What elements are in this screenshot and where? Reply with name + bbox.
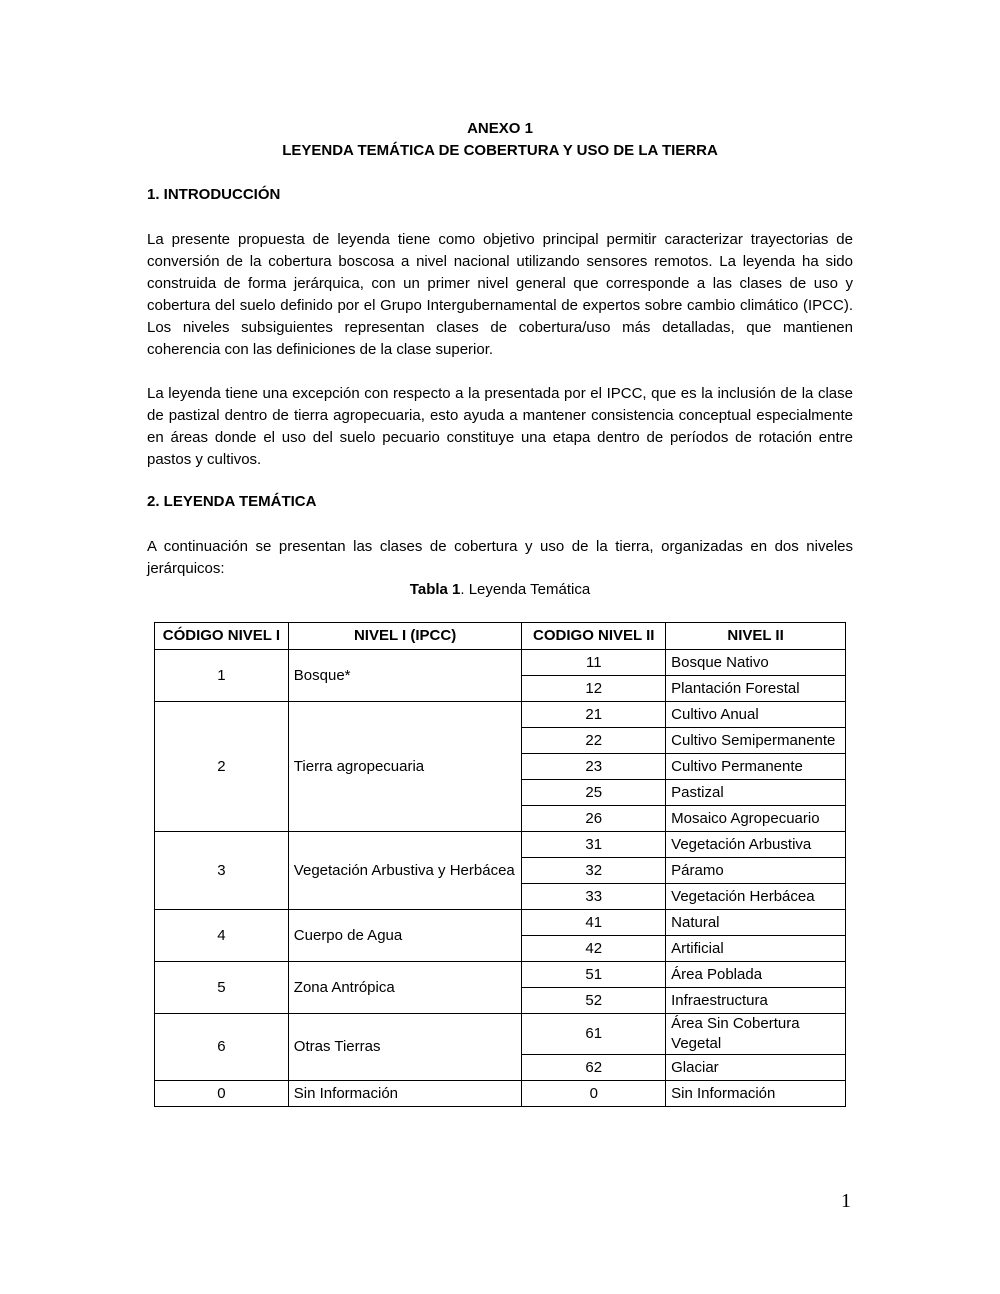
legend-table: [154, 622, 846, 1107]
level2-code: 22: [522, 728, 666, 754]
level2-code: 11: [522, 650, 666, 676]
level1-code: 5: [155, 962, 289, 1014]
level2-code: 26: [522, 806, 666, 832]
table-caption-text: . Leyenda Temática: [460, 581, 591, 598]
level2-name: Páramo: [666, 858, 846, 884]
table-row: [155, 910, 846, 936]
level1-code: 1: [155, 650, 289, 702]
level1-code: 2: [155, 702, 289, 832]
level2-code: 52: [522, 988, 666, 1014]
intro-paragraph-2: La leyenda tiene una excepción con respecto a la presentada por el IPCC, que es la inclusión de la clase de pastizal dentro de tierra agropecuaria, esto ayuda a mantener consistencia conceptual especialmente en áreas donde el uso del suelo pecuario constituye una etapa dentro de períodos de rotación entre pastos y cultivos.: [147, 385, 853, 468]
table-row: [155, 702, 846, 728]
level1-name: Cuerpo de Agua: [288, 910, 522, 962]
table-row: [155, 832, 846, 858]
leyenda-paragraph: A continuación se presentan las clases de cobertura y uso de la tierra, organizadas en dos niveles jerárquicos:: [147, 538, 853, 577]
level1-code: 3: [155, 832, 289, 910]
level1-code: 4: [155, 910, 289, 962]
annex-label: ANEXO 1: [467, 120, 533, 137]
level1-name: Otras Tierras: [288, 1014, 522, 1081]
header-codigo-nivel-1: CÓDIGO NIVEL I: [155, 623, 289, 650]
level2-code: 61: [522, 1014, 666, 1055]
level2-code: 41: [522, 910, 666, 936]
level2-name: Artificial: [666, 936, 846, 962]
table-caption-label: Tabla 1: [409, 581, 461, 598]
table-header-row: [155, 623, 846, 650]
level2-name: Cultivo Semipermanente: [666, 728, 846, 754]
level2-code: 0: [522, 1081, 666, 1107]
table-row: [155, 1014, 846, 1055]
level2-name: Mosaico Agropecuario: [666, 806, 846, 832]
table-caption: [0, 581, 1000, 598]
level2-name: Vegetación Arbustiva: [666, 832, 846, 858]
level1-name: Vegetación Arbustiva y Herbácea: [288, 832, 522, 910]
intro-paragraph-1: La presente propuesta de leyenda tiene como objetivo principal permitir caracterizar trayectorias de conversión de la cobertura boscosa a nivel nacional utilizando sensores remotos. La leyenda ha sido construida de forma jerárquica, con un primer nivel general que corresponde a las clases de uso y cobertura del suelo definido por el Grupo Intergubernamental de expertos sobre cambio climático (IPCC). Los niveles subsiguientes representan clases de cobertura/uso más detalladas, que mantienen coherencia con las definiciones de la clase superior.: [147, 231, 853, 358]
level2-code: 31: [522, 832, 666, 858]
level2-code: 12: [522, 676, 666, 702]
level1-name: Zona Antrópica: [288, 962, 522, 1014]
document-title: LEYENDA TEMÁTICA DE COBERTURA Y USO DE LA TIERRA: [282, 142, 718, 159]
level2-name: Área Sin Cobertura Vegetal: [666, 1014, 846, 1055]
level2-name: Vegetación Herbácea: [666, 884, 846, 910]
level2-name: Bosque Nativo: [666, 650, 846, 676]
table-row: [155, 650, 846, 676]
level1-code: 0: [155, 1081, 289, 1107]
level2-name: Glaciar: [666, 1055, 846, 1081]
level1-name: Sin Información: [288, 1081, 522, 1107]
level1-code: 6: [155, 1014, 289, 1081]
level2-name: Sin Información: [666, 1081, 846, 1107]
level2-code: 42: [522, 936, 666, 962]
page-number: 1: [841, 1190, 851, 1212]
header-nivel-1: NIVEL I (IPCC): [288, 623, 522, 650]
level2-code: 33: [522, 884, 666, 910]
level2-name: Cultivo Permanente: [666, 754, 846, 780]
table-row: [155, 1081, 846, 1107]
level2-name: Área Poblada: [666, 962, 846, 988]
table-row: [155, 962, 846, 988]
level2-name: Plantación Forestal: [666, 676, 846, 702]
level2-name: Cultivo Anual: [666, 702, 846, 728]
header-nivel-2: NIVEL II: [666, 623, 846, 650]
level2-name: Natural: [666, 910, 846, 936]
level2-code: 62: [522, 1055, 666, 1081]
level1-name: Tierra agropecuaria: [288, 702, 522, 832]
level1-name: Bosque*: [288, 650, 522, 702]
level2-code: 23: [522, 754, 666, 780]
level2-name: Infraestructura: [666, 988, 846, 1014]
level2-name: Pastizal: [666, 780, 846, 806]
level2-code: 25: [522, 780, 666, 806]
level2-code: 21: [522, 702, 666, 728]
level2-code: 32: [522, 858, 666, 884]
section-heading-leyenda: 2. LEYENDA TEMÁTICA: [147, 493, 317, 510]
level2-code: 51: [522, 962, 666, 988]
section-heading-introduccion: 1. INTRODUCCIÓN: [147, 186, 281, 203]
header-codigo-nivel-2: CODIGO NIVEL II: [522, 623, 666, 650]
